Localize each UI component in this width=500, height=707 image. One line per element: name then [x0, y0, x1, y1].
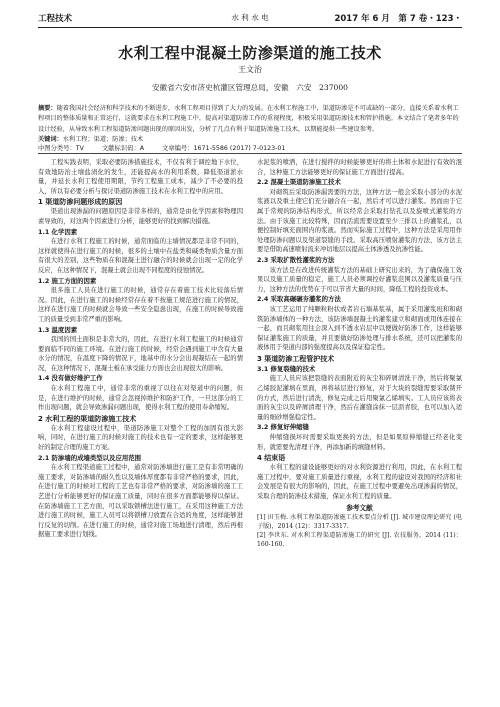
- section-3-2-paragraph: 伸缩缝损坏时需要采取更换的方法，但是如果原伸缩缝已经老化变形，就需要先清理干净，再添加新的填缝材料。: [257, 434, 462, 451]
- section-3-2-heading: 3.2 修复好伸缩缝: [257, 423, 309, 432]
- section-2-3-paragraph: 该方法是在改进传统灌浆方法的基础上研究出来的，为了确保施工效果以及施工质量的稳定，施工人员必须调控好灌浆范围以及灌浆质量与压力，这种方法的优势在于可以节省大量的时间，降低工程的投资成本。: [257, 266, 462, 293]
- section-1-1-paragraph: 在进行水利工程施工的时候，通常面临的主墙情况都是非常不同的，这样就使得在进行施工的时候，很多的土壤中在盐类和碱类物质含量方面有很大的差别，这些物质在和混凝土进行融合的时候就会出现一定的化学反应，在这种情况下，混凝土就会出现不同程度的侵蚀情况。: [38, 238, 243, 274]
- affiliation: 安徽省六安市济史杭灌区管理总局，安徽 六安 237000: [151, 83, 349, 92]
- clc-number: 中图分类号：TV: [38, 145, 84, 152]
- section-1-3-paragraph: 我国的国土面积是非常大的，因此，在进行水利工程施工的时候通常要面临不同的施工环境。在进行施工的时候，经常会遇到施工中含有大量水分的情况，在温度下降的情况下，地基中的水分会出现凝结在一起的情况，在这种情况下，混凝土板在承受能力方面也会出现很大的影响。: [38, 336, 243, 372]
- section-2-1-heading: 2.1 防渗墙的成墙类型以及应用范围: [38, 453, 142, 462]
- continued-paragraph: 水泥浆的喷洒，在进行搅拌的时候能够更好的将土体和水泥进行有效的混合，这种施工方法能够更好的保证施工方面进行提高。: [257, 159, 462, 176]
- section-1-2-paragraph: 很多施工人员在进行施工的时候，通常存在着施工技术比较落后情况。因此，在进行施工的时候经常存在着不按施工规范进行施工的情况，这样在进行施工的时候就会导致一些安全隐患出现，在施工的时候导致施工的质量受到非常严重的影响。: [38, 287, 243, 323]
- meta-rule: [38, 153, 462, 154]
- reference-item: [2] 李世东. 对水利工程渠道防渗施工的研究 [J]. 农技服务，2014 (11)：160-160.: [257, 532, 462, 549]
- paper-title: 水利工程中混凝土防渗渠道的施工技术: [118, 44, 382, 62]
- doc-code: 文献标识码：A: [101, 145, 145, 152]
- section-4-heading: 4 结束语: [257, 454, 286, 463]
- article-number: 文章编号：1671-5586 (2017) 7-0123-01: [162, 145, 286, 152]
- reference-item: [1] 田玉梅. 水利工程渠道防渗施工技术要点分析 [J]. 城市建设理论研究 (电子版)，2014 (12)：3317-3317.: [257, 514, 462, 531]
- issue-info: 2017 年 6 月 第 7 卷・123・: [334, 14, 462, 24]
- intro-paragraph: 工程实践表明，采取必要防渗措施技术，不仅有利于调控地下水位，有效地防治土壤盐渍化的发生，还能提高水的利用系数，降低渠道淤水量，并延长水利工程使用期限，节约工程施工成本，减少了不必要的投入，所以有必要分析与探讨渠道防渗施工技术在水利工程中的应用。: [38, 159, 243, 195]
- running-header: [38, 12, 462, 26]
- section-1-2-heading: 1.2 施工方面的因素: [38, 276, 97, 285]
- left-column: [38, 158, 243, 698]
- keywords-label: 关键词：: [38, 135, 63, 143]
- journal-section: 工程技术: [38, 14, 73, 24]
- section-2-heading: 2 水利工程的渠道防渗施工技术: [38, 414, 137, 423]
- references-title: 参考文献: [346, 503, 373, 512]
- section-2-2-heading: 2.2 混凝土渠道防渗施工技术: [257, 178, 341, 187]
- section-3-1-heading: 3.1 修复裂缝的技术: [257, 364, 316, 373]
- section-1-4-paragraph: 在水利工程施工中，通常非常的重视了以往在对渠道中的问题，但是，在进行维护的时候，通常会忽视掉维护和防护工作，一旦这部分的工作出现问题，就会导致渗漏问题出现，使得水利工程的使用寿命缩短。: [38, 385, 243, 412]
- section-2-paragraph: 在水利工程建设过程中，渠道防渗施工对整个工程的加固有很大影响，同时，在进行施工的时候对施工的技术也有一定的要求，这样能够更好的制定合理的施工方案。: [38, 424, 243, 452]
- author: 王文治: [238, 65, 262, 74]
- section-3-heading: 3 渠道防渗工程管护技术: [257, 354, 335, 363]
- section-1-paragraph: 渠道出现渗漏的问题原因是非常多样的，通常是由化学因素和物理因素导致的，对这两个因素进行分析，能够更好的找到解决措施。: [38, 208, 243, 225]
- right-column: [257, 158, 462, 698]
- section-2-4-heading: 2.4 采取高碾碾夯灌浆的方法: [257, 295, 341, 304]
- section-1-heading: 1 渠道防渗问题形成的原因: [38, 198, 123, 207]
- abstract-label: 摘要：: [38, 105, 57, 112]
- section-1-4-heading: 1.4 没有做好维护工作: [38, 374, 103, 383]
- keywords-text: 水利工程；渠道；防渗；技术: [62, 135, 144, 143]
- section-2-3-heading: 2.3 采取扩散性灌浆的方法: [257, 255, 335, 264]
- header-rule: [38, 27, 462, 28]
- abstract-text: 随着我国社会经济和科学技术的不断进步，水利工程项目得到了大力的发展。在水利工程施工中，渠道防渗是不可或缺的一部分，直接关系着水利工程项目的整体质量和正常运行，这就要求在水利工程施工中，提高对渠道防渗工作的重视程度，积极采用渠道防渗技术和管护措施。本文结合了笔者多年的设计经验，从导致水利工程渠道防渗问题出现的原因出发，分析了几点有利于渠道防渗施工技术，以期能提供一些建设参考。: [38, 105, 459, 133]
- section-1-3-heading: 1.3 温度因素: [38, 325, 78, 334]
- center-mark: 水 利 水 电: [231, 13, 269, 22]
- section-1-1-heading: 1.1 化学因素: [38, 227, 78, 236]
- section-3-1-paragraph: 施工人员应该把裂缝的表面附近的灰尘和碎屑清洗干净，然后将聚氯乙烯胶泥灌填在里面，再将基层进行修复，对于大块的裂缝需要采取凿开的方式，然后进行清洗，修复完成之后用聚氯乙烯填实。工人员应该将表面的灰尘以及碎屑清理干净，然后在灌缝涂抹一层沥青胶，也可以加入适量的细砂增强稳定性。: [257, 375, 462, 421]
- section-2-2-paragraph: 对砌筑后采取防渗漏需要的方法，这种方法一般会采取小部分的水泥浆液以及重土使它们充分融合在一起，然后才可以进行灌浆。然而由于它属于常规的防渗结构形式，所以经常会采取打钻孔以及旋喷式灌浆的方法。由于该施工比较特殊，因而活流需要设置至少三排以上的灌浆孔，以便控制好填充面围内的浆液。然而实际施工过程中，这种方法是采用用作处理防渗问题以及渠道裂缝的手段。采取高压喷射灌浆的方法，该方法主要是借助高速喷射流来冲切地层以提高土体渗透及抗渗性能。: [257, 188, 462, 254]
- section-2-4-paragraph: 该工艺运用了纯颗粒粉状或者岩石墙基浆基，属于采用灌浆班和和砌筑防渗墙体的一种方法，该防渗墙混凝土的灌浆建立和砌面或用体连接在一起，而且砌浆用往会深入到不透水岩层中以便做好防渗工作，这样能够保证灌浆施工的质量，并且要做好防渗处理与排水系统，还可以把灌浆的液体用于渠道内部的强度提高以及保证稳定性。: [257, 305, 462, 352]
- abstract: [38, 104, 462, 145]
- section-2-1-paragraph: 在水利工程渠道施工过程中，通常对防渗墙进行施工是有非常明确的施工要求，对防渗墙的耐久性以及墙体厚度都有非常严格的要求，因此，在进行施工的时候对工程的工艺也有非常严格的要求，对防渗墙的施工工艺进行分析能够更好的保证施工质量，同时在很多方面都能够得以保证。在防渗墙施工工艺方面，可以采取锁槽法进行施工，在采用这种施工方法进行施工的时候，施工人员可以将锁槽刀放置在合适的角度，这样能够进行反复的切削。在进行施工的时候，通常对施工场地进行清理，然后再根据施工要求进行划线。: [38, 464, 243, 539]
- section-4-paragraph: 水利工程的建设能够更好的对水利资源进行利用，因此，在水利工程施工过程中，要对施工质量进行重视，水利工程的建设对我国的经济和社会发展是有很大的影响的，因此，在施工过程中要避免出现渗漏的情况，采取合理的防渗技术措施，保证水利工程的质量。: [257, 464, 462, 500]
- meta-line: [38, 143, 462, 152]
